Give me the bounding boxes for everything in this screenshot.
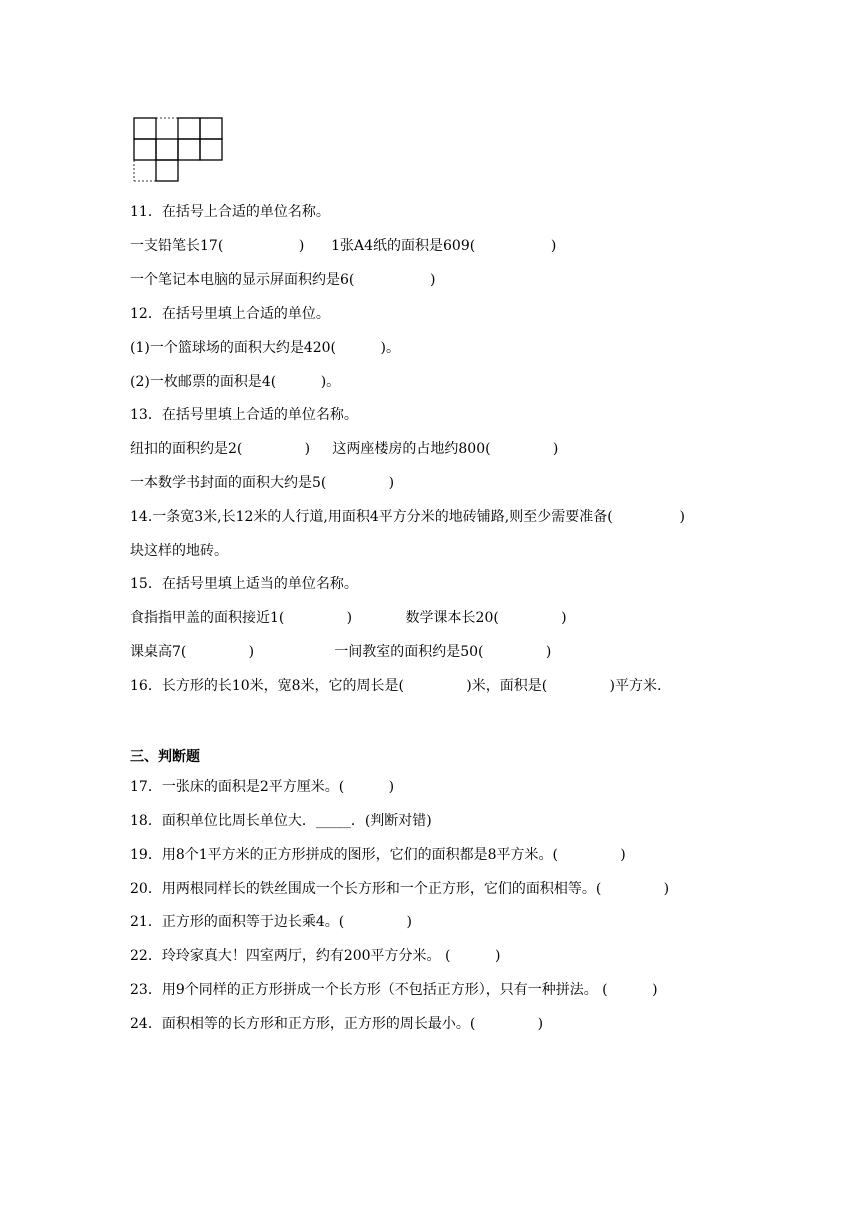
judgment-23: 23．用9个同样的正方形拼成一个长方形（不包括正方形），只有一种拼法。 ( )	[130, 982, 658, 998]
judgment-17: 17．一张床的面积是2平方厘米。( )	[130, 779, 395, 795]
q12-line1: (1)一个篮球场的面积大约是420( )。	[130, 340, 400, 356]
section-title: 三、判断题	[130, 749, 200, 765]
q16-line1: 16．长方形的长10米，宽8米，它的周长是( )米，面积是( )平方米.	[130, 678, 662, 694]
q14-line2: 块这样的地砖。	[130, 543, 228, 559]
judgment-19: 19．用8个1平方米的正方形拼成的图形，它们的面积都是8平方米。( )	[130, 847, 626, 863]
grid-net-figure-icon	[133, 117, 225, 183]
q11-line1: 一支铅笔长17( ) 1张A4纸的面积是609( )	[130, 238, 557, 254]
q15-line2: 课桌高7( ) 一间教室的面积约是50( )	[130, 644, 552, 660]
q12-title: 12．在括号里填上合适的单位。	[130, 306, 330, 322]
q14-line1: 14.一条宽3米,长12米的人行道,用面积4平方分米的地砖铺路,则至少需要准备( )	[130, 509, 685, 525]
q13-title: 13．在括号里填上合适的单位名称。	[130, 407, 358, 423]
q15-line1: 食指指甲盖的面积接近1( ) 数学课本长20( )	[130, 610, 567, 626]
judgment-18: 18．面积单位比周长单位大．_____．(判断对错)	[130, 813, 432, 829]
q15-title: 15．在括号里填上适当的单位名称。	[130, 576, 358, 592]
judgment-21: 21．正方形的面积等于边长乘4。( )	[130, 914, 412, 930]
judgment-24: 24．面积相等的长方形和正方形，正方形的周长最小。( )	[130, 1016, 544, 1032]
judgment-22: 22．玲玲家真大！四室两厅，约有200平方分米。 ( )	[130, 948, 501, 964]
q12-line2: (2)一枚邮票的面积是4( )。	[130, 374, 341, 390]
q13-line1: 纽扣的面积约是2( ) 这两座楼房的占地约800( )	[130, 441, 559, 457]
q11-line2: 一个笔记本电脑的显示屏面积约是6( )	[130, 272, 436, 288]
q11-title: 11．在括号上合适的单位名称。	[130, 204, 330, 220]
judgment-20: 20．用两根同样长的铁丝围成一个长方形和一个正方形，它们的面积相等。( )	[130, 881, 670, 897]
q13-line2: 一本数学书封面的面积大约是5( )	[130, 475, 395, 491]
